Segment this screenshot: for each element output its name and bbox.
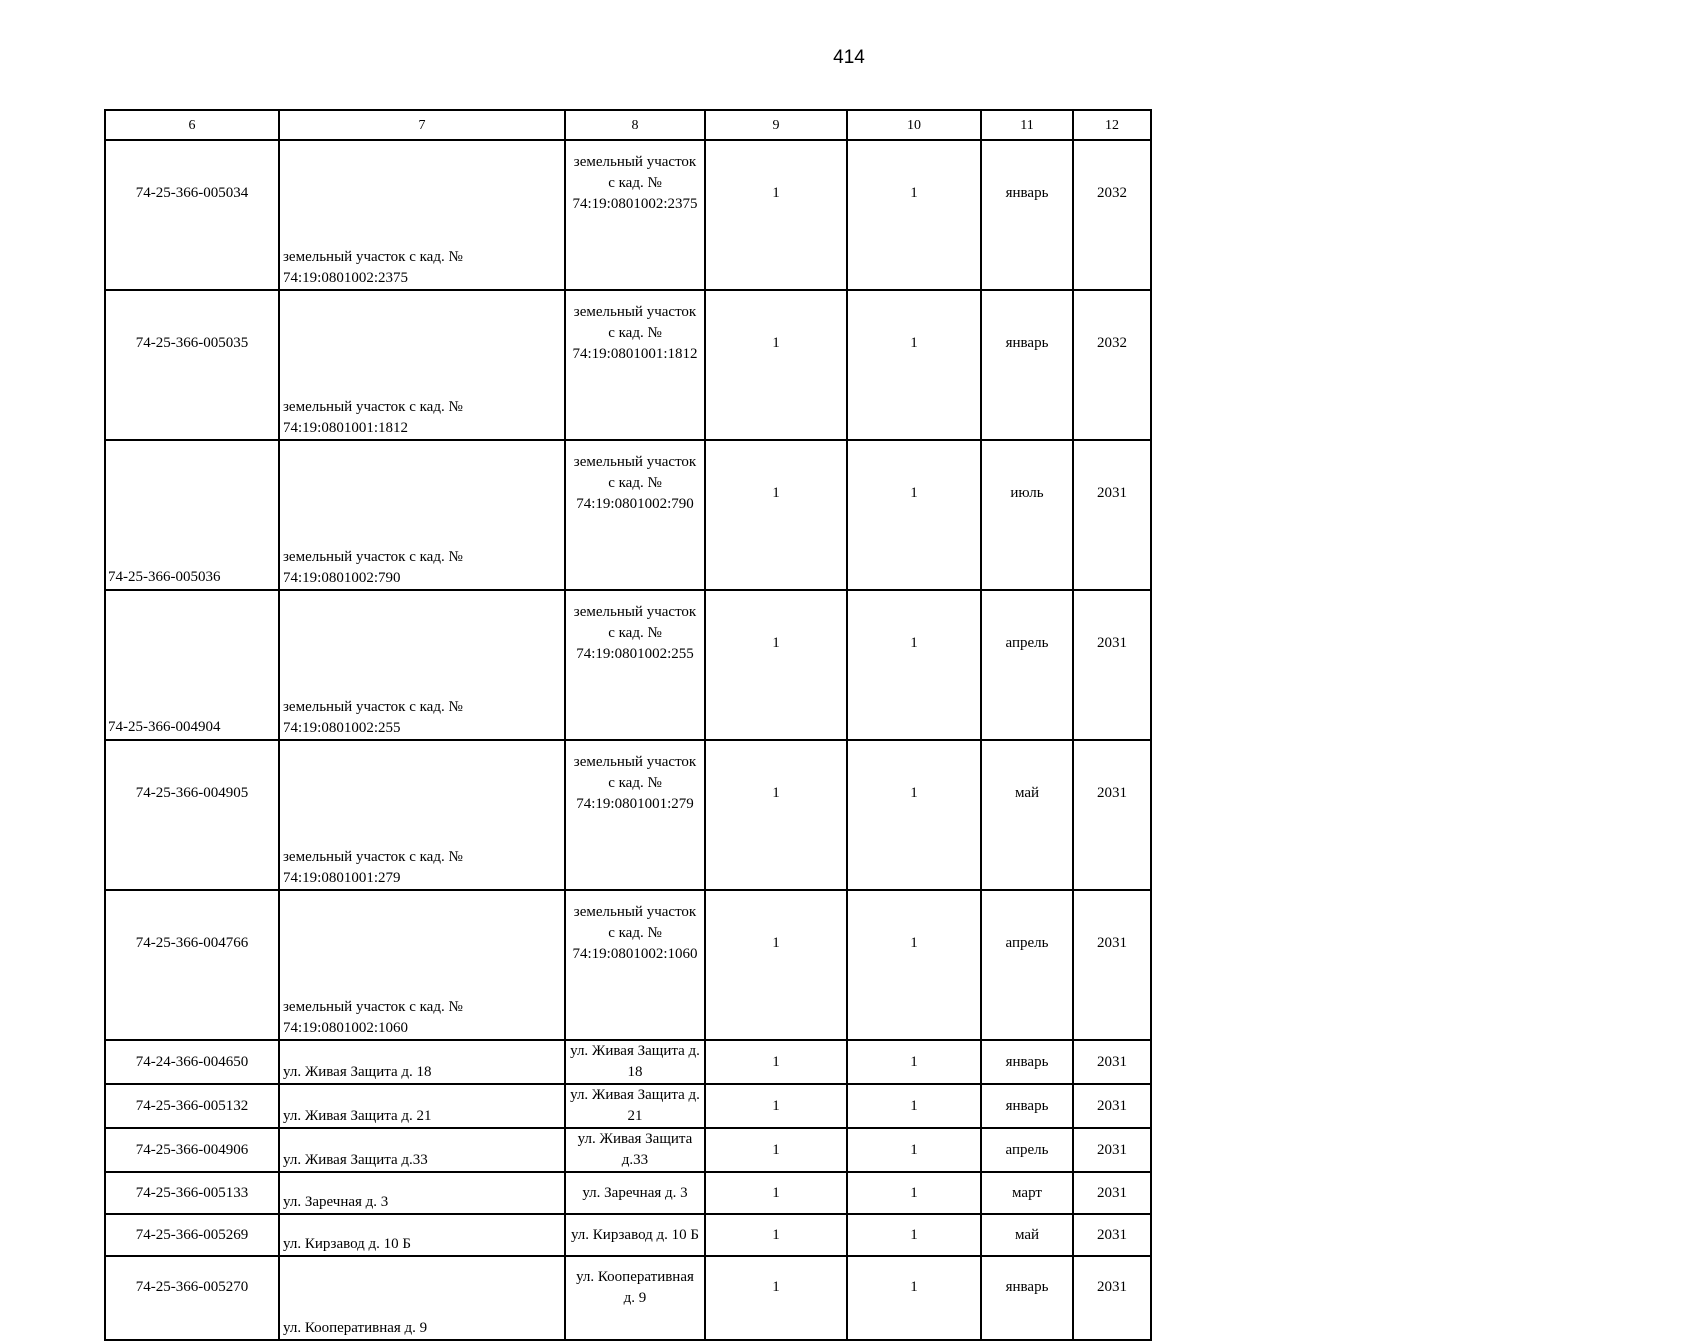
code-cell: 74-25-366-005034	[105, 140, 279, 290]
place-cell: ул. Кооперативная д. 9	[565, 1256, 705, 1340]
count-cell: 1	[705, 590, 847, 740]
month-cell: январь	[981, 1256, 1073, 1340]
place-cell: земельный участок с кад. № 74:19:0801002:790	[565, 440, 705, 590]
count-cell: 1	[847, 1256, 981, 1340]
month-cell: май	[981, 740, 1073, 890]
year-cell: 2031	[1073, 1214, 1151, 1256]
place-cell: земельный участок с кад. № 74:19:0801002:2375	[565, 140, 705, 290]
count-cell: 1	[705, 1172, 847, 1214]
count-cell: 1	[847, 740, 981, 890]
year-cell: 2031	[1073, 1084, 1151, 1128]
header-row	[105, 110, 1151, 140]
object-cell: земельный участок с кад. № 74:19:0801002:255	[279, 590, 565, 740]
object-cell: ул. Заречная д. 3	[279, 1172, 565, 1214]
count-cell: 1	[847, 1172, 981, 1214]
object-cell: ул. Живая Защита д.33	[279, 1128, 565, 1172]
table-row	[105, 740, 1151, 890]
object-cell: земельный участок с кад. № 74:19:0801001:1812	[279, 290, 565, 440]
year-cell: 2031	[1073, 1040, 1151, 1084]
count-cell: 1	[847, 1040, 981, 1084]
object-cell: земельный участок с кад. № 74:19:0801002:790	[279, 440, 565, 590]
table-row	[105, 140, 1151, 290]
code-cell: 74-25-366-005269	[105, 1214, 279, 1256]
count-cell: 1	[705, 890, 847, 1040]
count-cell: 1	[847, 1214, 981, 1256]
code-cell: 74-25-366-004905	[105, 740, 279, 890]
place-cell: земельный участок с кад. № 74:19:0801001:279	[565, 740, 705, 890]
place-cell: ул. Живая Защита д. 21	[565, 1084, 705, 1128]
column-header: 8	[565, 110, 705, 140]
month-cell: январь	[981, 140, 1073, 290]
place-cell: ул. Заречная д. 3	[565, 1172, 705, 1214]
count-cell: 1	[705, 1214, 847, 1256]
code-cell: 74-25-366-005035	[105, 290, 279, 440]
code-cell: 74-25-366-004904	[105, 590, 279, 740]
count-cell: 1	[705, 140, 847, 290]
count-cell: 1	[847, 590, 981, 740]
month-cell: июль	[981, 440, 1073, 590]
year-cell: 2031	[1073, 1256, 1151, 1340]
table-row	[105, 1256, 1151, 1340]
code-cell: 74-25-366-005270	[105, 1256, 279, 1340]
count-cell: 1	[847, 1128, 981, 1172]
code-cell: 74-25-366-004906	[105, 1128, 279, 1172]
count-cell: 1	[847, 440, 981, 590]
year-cell: 2032	[1073, 140, 1151, 290]
count-cell: 1	[705, 1040, 847, 1084]
page-number: 414	[833, 47, 865, 68]
count-cell: 1	[847, 1084, 981, 1128]
table-row	[105, 1214, 1151, 1256]
object-cell: ул. Живая Защита д. 18	[279, 1040, 565, 1084]
place-cell: земельный участок с кад. № 74:19:0801001:1812	[565, 290, 705, 440]
table-row	[105, 1084, 1151, 1128]
code-cell: 74-24-366-004650	[105, 1040, 279, 1084]
table-row	[105, 290, 1151, 440]
column-header: 12	[1073, 110, 1151, 140]
count-cell: 1	[847, 290, 981, 440]
object-cell: ул. Кооперативная д. 9	[279, 1256, 565, 1340]
month-cell: апрель	[981, 1128, 1073, 1172]
code-cell: 74-25-366-005132	[105, 1084, 279, 1128]
year-cell: 2032	[1073, 290, 1151, 440]
table-row	[105, 1040, 1151, 1084]
year-cell: 2031	[1073, 890, 1151, 1040]
code-cell: 74-25-366-005036	[105, 440, 279, 590]
register-table	[104, 109, 1152, 1341]
code-cell: 74-25-366-004766	[105, 890, 279, 1040]
count-cell: 1	[705, 440, 847, 590]
count-cell: 1	[847, 890, 981, 1040]
year-cell: 2031	[1073, 740, 1151, 890]
code-cell: 74-25-366-005133	[105, 1172, 279, 1214]
object-cell: земельный участок с кад. № 74:19:0801002:1060	[279, 890, 565, 1040]
place-cell: ул. Живая Защита д.33	[565, 1128, 705, 1172]
object-cell: ул. Кирзавод д. 10 Б	[279, 1214, 565, 1256]
object-cell: ул. Живая Защита д. 21	[279, 1084, 565, 1128]
month-cell: январь	[981, 290, 1073, 440]
count-cell: 1	[705, 1128, 847, 1172]
table-row	[105, 890, 1151, 1040]
count-cell: 1	[847, 140, 981, 290]
count-cell: 1	[705, 1084, 847, 1128]
column-header: 7	[279, 110, 565, 140]
year-cell: 2031	[1073, 590, 1151, 740]
place-cell: ул. Кирзавод д. 10 Б	[565, 1214, 705, 1256]
table-row	[105, 1172, 1151, 1214]
month-cell: январь	[981, 1084, 1073, 1128]
month-cell: май	[981, 1214, 1073, 1256]
count-cell: 1	[705, 290, 847, 440]
place-cell: земельный участок с кад. № 74:19:0801002:255	[565, 590, 705, 740]
table-row	[105, 1128, 1151, 1172]
month-cell: январь	[981, 1040, 1073, 1084]
month-cell: март	[981, 1172, 1073, 1214]
year-cell: 2031	[1073, 1172, 1151, 1214]
place-cell: ул. Живая Защита д. 18	[565, 1040, 705, 1084]
object-cell: земельный участок с кад. № 74:19:0801002:2375	[279, 140, 565, 290]
month-cell: апрель	[981, 590, 1073, 740]
column-header: 11	[981, 110, 1073, 140]
count-cell: 1	[705, 740, 847, 890]
year-cell: 2031	[1073, 440, 1151, 590]
count-cell: 1	[705, 1256, 847, 1340]
table-row	[105, 590, 1151, 740]
year-cell: 2031	[1073, 1128, 1151, 1172]
object-cell: земельный участок с кад. № 74:19:0801001:279	[279, 740, 565, 890]
column-header: 6	[105, 110, 279, 140]
month-cell: апрель	[981, 890, 1073, 1040]
place-cell: земельный участок с кад. № 74:19:0801002:1060	[565, 890, 705, 1040]
column-header: 9	[705, 110, 847, 140]
table-row	[105, 440, 1151, 590]
column-header: 10	[847, 110, 981, 140]
